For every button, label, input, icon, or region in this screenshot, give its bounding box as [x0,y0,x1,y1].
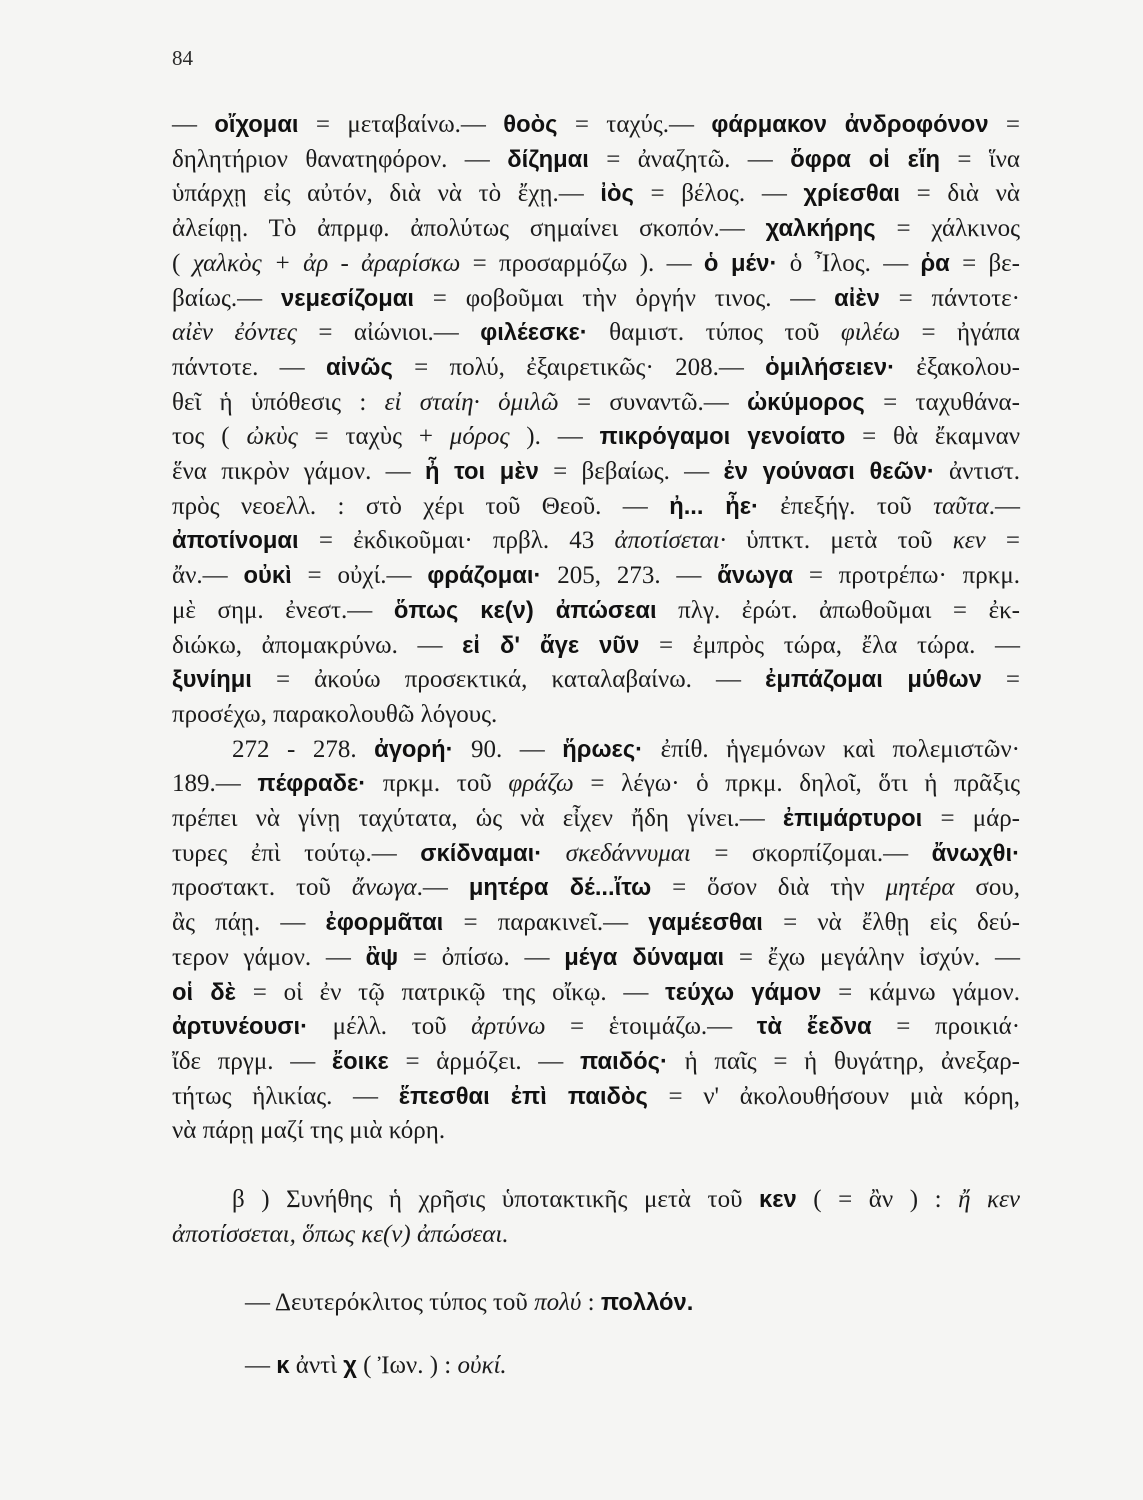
text-segment: = ταχύς.— [557,111,712,138]
text-segment: βαίως.— [172,284,281,312]
lemma-bold: ἕπεσθαι ἐπὶ παιδὸς [398,1082,648,1110]
text-segment: = συναντῶ.— [558,388,748,416]
text-line [172,1080,1020,1115]
lemma-bold: ἀρτυνέουσι· [172,1013,309,1041]
text-segment: ( [172,249,193,277]
lemma-bold: οἴχομαι [214,111,299,138]
text-line [172,663,1020,698]
text-segment: = πολύ, ἐξαιρετικῶς· 208.— [392,353,766,381]
text-segment: = φοβοῦμαι τὴν ὀργήν τινος. — [413,284,835,312]
lemma-bold: ἔοικε [331,1047,389,1075]
text-line [172,420,1020,455]
lemma-bold: θοὸς [503,111,558,138]
lemma-bold: χαλκήρης [765,215,876,243]
text-segment: = ἑτοιμάζω.— [545,1013,757,1041]
text-segment: μέλλ. τοῦ [308,1013,472,1041]
italic-text: ἤ κεν [958,1186,1020,1214]
lemma-bold: φράζομαι· [427,562,542,590]
italic-text: φράζω [508,770,574,798]
lemma-bold: ξυνίημι [172,666,252,694]
text-line [172,837,1020,872]
lemma-bold: ἐμπάζομαι μύθων [765,666,982,694]
lemma-bold: πολλόν. [600,1288,694,1316]
italic-text: ἀποτίσεται· [614,527,726,555]
italic-text: ἄνωγα [351,874,417,902]
text-segment: = μεταβαίνω.— [298,111,504,138]
text-segment: ἐπίθ. ἡγεμόνων καὶ πολεμιστῶν· [643,735,1021,763]
text-line [172,247,1020,282]
lemma-bold: χρίεσθαι [803,180,900,208]
text-line [172,1183,1020,1218]
lemma-bold: ἐπιμάρτυροι [782,805,923,833]
text-line [172,698,1020,733]
lemma-bold: σκίδναμαι· [420,839,543,867]
paragraph-declension-note [172,1286,1020,1321]
text-segment: ἕνα πικρὸν γάμον. — [172,458,425,486]
text-segment: .— [988,492,1020,520]
italic-text: οὐκί. [457,1352,507,1380]
text-segment: = λέγω· ὁ πρκμ. δηλοῖ, ὅτι ἡ πρᾶξις [573,770,1021,798]
text-line [172,524,1020,559]
lemma-bold: τὰ ἔεδνα [756,1013,872,1041]
text-segment: = πάντοτε· [879,284,1020,312]
text-segment: = ἐκδικοῦμαι· πρβλ. 43 [298,527,615,555]
italic-text: μόρος [449,423,510,451]
text-line [172,629,1020,664]
text-segment: = οὐχί.— [291,562,428,590]
text-segment: πρέπει νὰ γίνῃ ταχύτατα, ὡς νὰ εἶχεν ἤδη γίνει.— [172,805,783,833]
text-segment: = ν' ἀκολουθήσουν μιὰ κόρη, [647,1082,1020,1110]
text-segment: ἡ παῖς = ἡ θυγάτηρ, ἀνεξαρ- [667,1047,1021,1075]
text-segment: ( Ἰων. ) : [356,1352,458,1380]
text-segment: προσέχω, παρακολουθῶ λόγους. [172,700,498,728]
text-segment: — Δευτερόκλιτος τύπος τοῦ [245,1288,535,1316]
lemma-bold: ἄνωχθι· [931,839,1020,867]
text-segment: = ὀπίσω. — [398,943,565,971]
paragraph-ionic-note [172,1349,1020,1384]
text-segment: νὰ πάρῃ μαζί της μιὰ κόρη. [172,1117,446,1145]
text-line [172,1010,1020,1045]
text-segment: τερον γάμον. — [172,943,366,971]
text-segment: ἀλείφῃ. Τὸ ἀπρμφ. ἀπολύτως σημαίνει σκοπόν.— [172,215,766,243]
lemma-bold: ἂψ [365,943,399,971]
text-line [172,802,1020,837]
text-segment: = θὰ ἔκαμναν [845,423,1020,451]
text-segment: = [981,666,1020,694]
text-segment: 272 - 278. [232,735,375,763]
lemma-bold: ἐφορμᾶται [325,909,444,937]
text-segment: = βέλος. — [633,180,804,208]
lemma-bold: φιλέεσκε· [480,319,588,347]
text-segment: = ἁρμόζει. — [388,1047,580,1075]
text-segment: = σκορπίζομαι.— [690,839,932,867]
italic-text: χαλκὸς + ἀρ - ἀραρίσκω [192,249,461,277]
lemma-bold: ὁμιλήσειεν· [765,353,895,381]
text-segment: = ἀναζητῶ. — [588,145,791,173]
text-line [172,351,1020,386]
text-segment: = ταχυθάνα- [864,388,1020,416]
text-line [172,316,1020,351]
text-segment: = μάρ- [922,805,1020,833]
italic-text: ὠκὺς [246,423,298,451]
page-number: 84 [172,46,193,70]
text-segment: ἐπεξήγ. τοῦ [758,492,934,520]
text-segment: = ἀκούω προσεκτικά, καταλαβαίνω. — [251,666,766,694]
text-segment: = ἵνα [939,145,1020,173]
text-segment: = ἔχω μεγάλην ἰσχύν. — [724,943,1020,971]
lemma-bold: χ [343,1352,357,1380]
lemma-bold: δίζημαι [507,145,589,173]
lemma-bold: ὄφρα οἱ εἴη [790,145,940,173]
lemma-bold: οὐκὶ [243,562,292,590]
paragraph-subjunctive-note [172,1183,1020,1252]
text-segment: διώκω, ἀπομακρύνω. — [172,631,463,659]
italic-text: φιλέω [840,319,901,347]
italic-text: ἀποτίσσεται, ὅπως κε(ν) ἀπώσεαι. [172,1220,509,1248]
text-segment: = ἠγάπα [900,319,1020,347]
text-line [172,871,1020,906]
text-segment: ἄν.— [172,562,244,590]
text-segment: = βε- [949,249,1020,277]
text-segment: ἀντὶ [289,1352,344,1380]
text-line [172,594,1020,629]
text-segment: μὲ σημ. ἐνεστ.— [172,596,394,624]
lemma-bold: αἰὲν [834,284,880,312]
lemma-bold: ὁ μέν· [703,249,778,277]
text-segment: ὑπάρχῃ εἰς αὐτόν, διὰ νὰ τὸ ἔχῃ.— [172,180,601,208]
text-line [172,941,1020,976]
italic-text: πολύ [534,1288,582,1316]
lemma-bold: πικρόγαμοι γενοίατο [599,423,846,451]
text-segment: = ἐμπρὸς τώρα, ἔλα τώρα. — [639,631,1020,659]
text-segment: πρκμ. τοῦ [366,770,509,798]
text-line [172,108,1020,143]
text-segment: = ταχὺς + [297,423,450,451]
lemma-bold: ὠκύμορος [747,388,865,416]
text-line [172,1218,1020,1253]
text-line [172,212,1020,247]
italic-text: αἰὲν ἐόντες [172,319,297,347]
text-segment: ἂς πάῃ. — [172,909,326,937]
text-segment: = αἰώνιοι.— [296,319,481,347]
lemma-bold: ἀγορή· [374,735,454,763]
text-segment: ). — [509,423,600,451]
text-segment: = προσαρμόζω ). — [460,249,704,277]
paragraph-glossary [172,108,1020,733]
lemma-bold: ὅπως κε(ν) ἀπώσεαι [393,596,657,624]
text-line [172,455,1020,490]
text-segment: β ) Συνήθης ἡ χρῆσις ὑποτακτικῆς μετὰ τοῦ [232,1186,760,1214]
text-segment: = διὰ νὰ [899,180,1020,208]
lemma-bold: κεν [759,1186,797,1214]
text-segment: = ὅσον διὰ τὴν [651,874,886,902]
text-line [172,733,1020,768]
text-segment: ὁ Ἶλος. — [777,249,921,277]
text-segment: — [172,111,215,138]
lemma-bold: ἦ τοι μὲν [424,458,539,486]
text-segment: ἀντιστ. [934,458,1020,486]
text-segment: δηλητήριον θανατηφόρον. — [172,145,508,173]
italic-text: ταῦτα [933,492,989,520]
italic-text: σκεδάννυμαι [565,839,691,867]
lemma-bold: τεύχω γάμον [665,978,822,1006]
text-segment: θαμιστ. τύπος τοῦ [587,319,841,347]
lemma-bold: ἠ... ἦε· [669,492,759,520]
paragraph-glossary-272-278 [172,733,1020,1149]
text-line [172,177,1020,212]
text-segment: = οἱ ἐν τῷ πατρικῷ της οἴκῳ. — [235,978,666,1006]
text-segment: πλγ. ἐρώτ. ἀπωθοῦμαι = ἐκ- [656,596,1020,624]
text-segment: τος ( [172,423,247,451]
text-segment: = κάμνω γάμον. [821,978,1020,1006]
italic-text: ἀρτύνω [471,1013,546,1041]
text-line [172,490,1020,525]
text-segment: ἐξακολου- [895,353,1020,381]
text-line [172,767,1020,802]
text-segment: ἴδε πργμ. — [172,1047,332,1075]
lemma-bold: παιδός· [579,1047,668,1075]
text-segment: = παρακινεῖ.— [443,909,649,937]
lemma-bold: εἰ δ' ἄγε νῦν [462,631,640,659]
text-segment: : [581,1288,601,1316]
lemma-bold: ἐν γούνασι θεῶν· [723,458,935,486]
text-segment: = χάλκινος [875,215,1020,243]
text-segment: τυρες ἐπὶ τούτῳ.— [172,839,421,867]
text-line [172,1045,1020,1080]
text-segment: 189.— [172,770,258,798]
italic-text: εἰ σταίη· ὁμιλῶ [384,388,559,416]
lemma-bold: γαμέεσθαι [648,909,763,937]
text-segment: = προτρέπω· πρκμ. [792,562,1021,590]
text-segment: ( = ἂν ) : [796,1186,959,1214]
commentary-text-block [172,108,1020,1384]
lemma-bold: μητέρα δέ...ἴτω [468,874,652,902]
text-segment: 90. — [453,735,563,763]
text-segment: = [985,527,1020,555]
lemma-bold: κ [276,1352,290,1380]
italic-text: κεν [952,527,986,555]
text-line [172,386,1020,421]
text-segment: — [245,1352,277,1380]
text-segment: = προικιά· [871,1013,1021,1041]
text-segment: τήτως ἡλικίας. — [172,1082,399,1110]
text-line [172,976,1020,1011]
text-segment [542,840,565,867]
text-line [172,1114,1020,1149]
text-segment: σου, [954,874,1020,902]
lemma-bold: ἄνωγα [717,562,793,590]
text-segment: πρὸς νεοελλ. : στὸ χέρι τοῦ Θεοῦ. — [172,492,670,520]
text-line [172,1286,1020,1321]
text-segment: ὑπτκτ. μετὰ τοῦ [725,527,953,555]
text-segment: = [988,111,1020,138]
text-segment: .— [416,874,469,902]
lemma-bold: φάρμακον ἀνδροφόνον [711,111,989,138]
lemma-bold: πέφραδε· [257,770,367,798]
text-segment: θεῖ ἡ ὑπόθεσις : [172,388,385,416]
lemma-bold: μέγα δύναμαι [564,943,725,971]
text-line [172,143,1020,178]
text-line [172,1349,1020,1384]
lemma-bold: αἰνῶς [325,353,393,381]
text-line [172,282,1020,317]
lemma-bold: ῥα [920,249,950,277]
text-segment: 205, 273. — [541,562,718,590]
lemma-bold: ἥρωες· [562,735,644,763]
text-line [172,559,1020,594]
lemma-bold: ἀποτίνομαι [172,527,299,555]
text-segment: προστακτ. τοῦ [172,874,352,902]
italic-text: μητέρα [885,874,955,902]
lemma-bold: ἰὸς [600,180,634,208]
text-line [172,906,1020,941]
text-segment: = νὰ ἔλθῃ εἰς δεύ- [762,909,1021,937]
text-segment: = βεβαίως. — [538,458,724,486]
text-segment: πάντοτε. — [172,353,326,381]
lemma-bold: οἱ δὲ [172,978,236,1006]
lemma-bold: νεμεσίζομαι [280,284,414,312]
